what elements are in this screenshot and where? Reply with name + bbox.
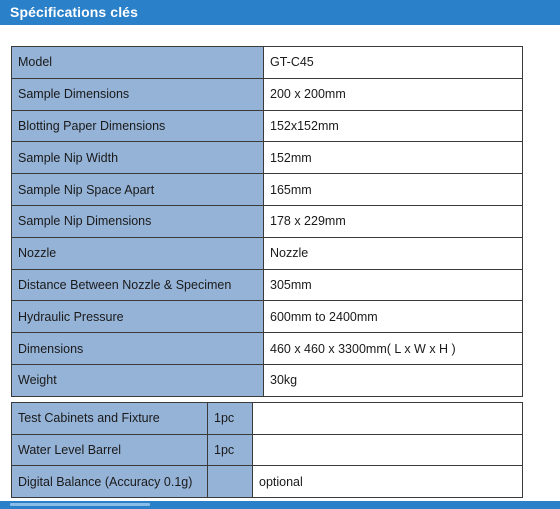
accessory-note: optional	[253, 466, 523, 498]
table-row	[12, 78, 523, 110]
spec-label: Weight	[12, 364, 264, 396]
spec-value: 165mm	[264, 174, 523, 206]
table-row	[12, 237, 523, 269]
accessory-qty	[208, 466, 253, 498]
table-row	[12, 364, 523, 396]
accessory-note	[253, 403, 523, 435]
spec-value: 30kg	[264, 364, 523, 396]
spec-value: Nozzle	[264, 237, 523, 269]
spec-label: Sample Nip Dimensions	[12, 205, 264, 237]
spec-value: 178 x 229mm	[264, 205, 523, 237]
table-row	[12, 110, 523, 142]
table-row	[12, 301, 523, 333]
spec-label: Sample Nip Space Apart	[12, 174, 264, 206]
spec-label: Sample Dimensions	[12, 78, 264, 110]
accessory-qty: 1pc	[208, 403, 253, 435]
specifications-table	[11, 46, 523, 397]
table-row	[12, 205, 523, 237]
spec-label: Dimensions	[12, 333, 264, 365]
spec-label: Sample Nip Width	[12, 142, 264, 174]
accessory-item: Test Cabinets and Fixture	[12, 403, 208, 435]
spec-value: 200 x 200mm	[264, 78, 523, 110]
accessories-table	[11, 402, 523, 498]
table-row	[12, 466, 523, 498]
next-section-title-clipped	[10, 503, 150, 506]
spec-value: 460 x 460 x 3300mm( L x W x H )	[264, 333, 523, 365]
specifications-body	[12, 47, 523, 397]
spec-value: 305mm	[264, 269, 523, 301]
accessories-body	[12, 403, 523, 498]
table-row	[12, 142, 523, 174]
table-row	[12, 333, 523, 365]
accessory-qty: 1pc	[208, 434, 253, 466]
table-row	[12, 174, 523, 206]
accessory-note	[253, 434, 523, 466]
section-header	[0, 0, 560, 25]
table-row	[12, 434, 523, 466]
table-row	[12, 403, 523, 435]
spec-label: Distance Between Nozzle & Specimen	[12, 269, 264, 301]
spec-label: Blotting Paper Dimensions	[12, 110, 264, 142]
table-row	[12, 47, 523, 79]
section-title: Spécifications clés	[10, 4, 138, 20]
accessory-item: Digital Balance (Accuracy 0.1g)	[12, 466, 208, 498]
spec-value: 600mm to 2400mm	[264, 301, 523, 333]
spec-label: Model	[12, 47, 264, 79]
table-row	[12, 269, 523, 301]
spec-label: Nozzle	[12, 237, 264, 269]
next-section-header	[0, 501, 560, 509]
spec-value: 152mm	[264, 142, 523, 174]
spec-label: Hydraulic Pressure	[12, 301, 264, 333]
accessory-item: Water Level Barrel	[12, 434, 208, 466]
spec-value: GT-C45	[264, 47, 523, 79]
spec-value: 152x152mm	[264, 110, 523, 142]
